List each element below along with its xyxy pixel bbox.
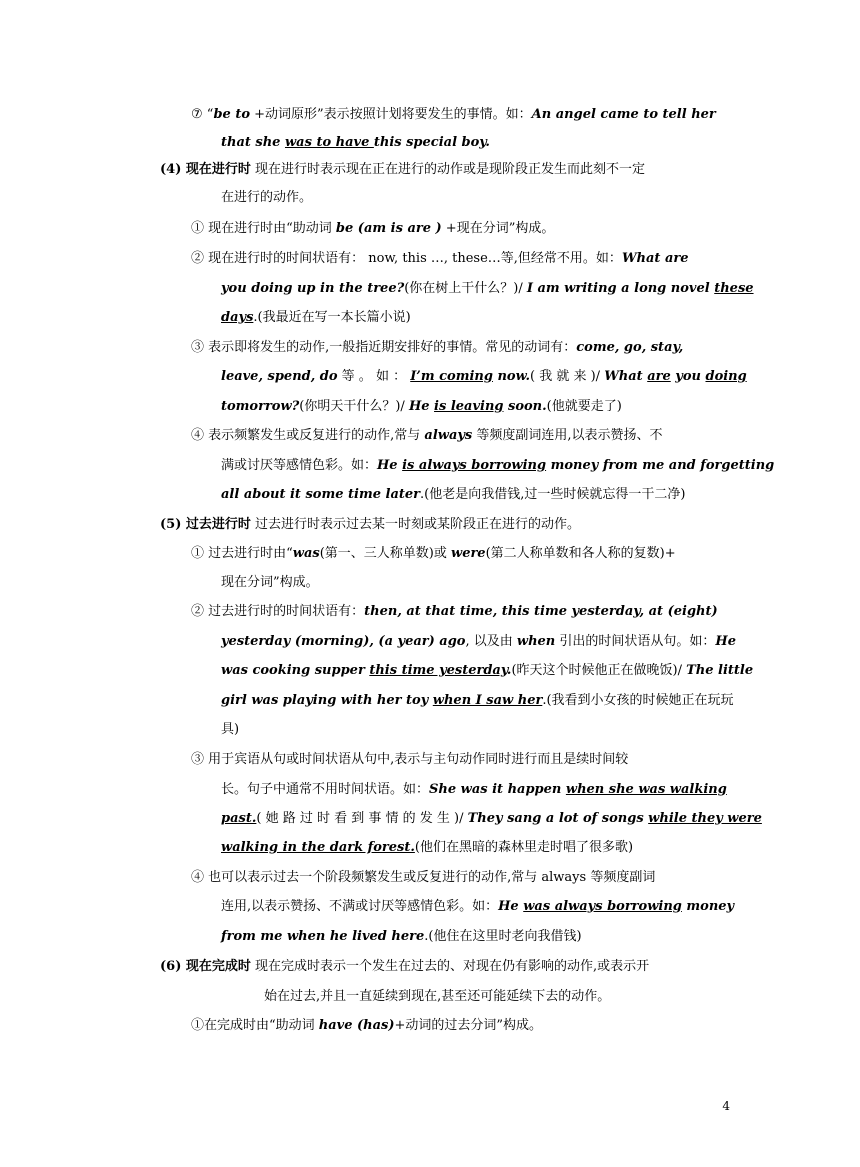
text-line <box>221 633 736 651</box>
text-run: .(他住在这里时老向我借钱) <box>424 929 582 944</box>
list-item <box>191 220 554 238</box>
text-run: ④ 也可以表示过去一个阶段频繁发生或反复进行的动作,常与 always 等频度副词 <box>191 870 656 885</box>
text-line <box>221 189 312 207</box>
text-run: is leaving <box>434 399 504 414</box>
text-line <box>221 457 774 475</box>
text-run: girl was playing with her toy <box>221 693 433 708</box>
text-run: , 以及由 <box>465 634 517 649</box>
text-run: this special boy. <box>373 135 490 150</box>
text-line <box>221 134 490 152</box>
text-line <box>264 988 610 1006</box>
text-run: past. <box>221 811 257 826</box>
text-run: (你在树上干什么？)/ <box>404 281 527 296</box>
text-run: (他就要走了) <box>546 399 622 414</box>
text-run: 具) <box>221 722 240 737</box>
section-heading-present-progressive <box>160 161 645 179</box>
text-line <box>221 574 319 592</box>
text-run: 过去进行时表示过去某一时刻或某阶段正在进行的动作。 <box>250 517 581 532</box>
section-heading-past-progressive <box>160 516 580 534</box>
text-run: you doing up in the tree? <box>221 281 405 296</box>
text-run: tomorrow? <box>221 399 300 414</box>
text-run: ② 现在进行时的时间状语有： now, this …, these…等,但经常不用。如： <box>191 251 622 266</box>
text-run: (他们在黑暗的森林里走时唱了很多歌) <box>414 840 634 855</box>
list-item <box>191 751 628 769</box>
text-run: walking in the dark forest. <box>221 840 415 855</box>
text-run: be (am is are ) <box>335 221 442 236</box>
text-run: 满或讨厌等感情色彩。如： <box>221 458 378 473</box>
text-run: was <box>292 546 320 561</box>
text-run: What <box>604 369 648 384</box>
text-line <box>221 486 685 504</box>
text-run: He <box>408 399 435 414</box>
list-item <box>191 1017 542 1035</box>
list-item <box>191 869 655 887</box>
text-run: (第二人称单数和各人称的复数)+ <box>485 546 676 561</box>
page-number: 4 <box>722 1099 730 1113</box>
text-run: ⑦ “ <box>191 107 214 122</box>
text-run: They sang a lot of songs <box>467 811 649 826</box>
text-run: .(我最近在写一本长篇小说) <box>253 310 411 325</box>
text-run: ③ 表示即将发生的动作,一般指近期安排好的事情。常见的动词有： <box>191 340 577 355</box>
text-line <box>221 398 622 416</box>
text-run: was always borrowing <box>523 899 682 914</box>
list-item <box>191 427 663 445</box>
text-run: He <box>498 899 524 914</box>
text-run: .(我看到小女孩的时候她正在玩玩 <box>542 693 734 708</box>
text-line <box>221 368 747 386</box>
text-run: was to have <box>284 135 374 150</box>
text-run: 引出的时间状语从句。如： <box>555 634 716 649</box>
text-run: money <box>681 899 735 914</box>
text-run: have (has) <box>318 1018 395 1033</box>
text-run: come, go, stay, <box>576 340 684 355</box>
text-run: ① 过去进行时由“ <box>191 546 293 561</box>
text-run: are <box>647 369 671 384</box>
text-run: ①在完成时由“助动词 <box>191 1018 319 1033</box>
text-run: I’m coming <box>410 369 493 384</box>
text-run: ③ 用于宾语从句或时间状语从句中,表示与主句动作同时进行而且是续时间较 <box>191 752 629 767</box>
text-run: +动词的过去分词”构成。 <box>394 1018 543 1033</box>
text-run: He <box>715 634 736 649</box>
list-item <box>191 545 676 563</box>
text-run: yesterday (morning), (a year) ago <box>221 634 466 649</box>
text-run: leave, spend, do <box>221 369 338 384</box>
text-run: (你明天干什么？)/ <box>299 399 409 414</box>
text-run: when <box>516 634 556 649</box>
text-run: then, at that time, this time yesterday, at (eight) <box>364 604 718 619</box>
text-line <box>221 928 582 946</box>
list-item <box>191 250 689 268</box>
text-run: is always borrowing <box>402 458 547 473</box>
text-run: this time yesterday <box>369 663 507 678</box>
text-run: .(他老是向我借钱,过一些时候就忘得一干二净) <box>420 487 686 502</box>
text-run: these <box>714 281 754 296</box>
text-run: He <box>377 458 403 473</box>
text-line <box>191 106 716 124</box>
text-run: (5) 过去进行时 <box>160 517 251 532</box>
text-run: I am writing a long novel <box>526 281 715 296</box>
text-run: when she was walking <box>565 782 727 797</box>
text-run: . <box>506 663 512 678</box>
text-line <box>221 662 753 680</box>
text-line <box>221 280 754 298</box>
text-run: 等频度副词连用,以表示赞扬、不 <box>472 428 663 443</box>
text-line <box>221 309 411 327</box>
text-run: all about it some time later <box>221 487 420 502</box>
text-run: ② 过去进行时的时间状语有： <box>191 604 365 619</box>
text-run: She was it happen <box>429 782 566 797</box>
text-line <box>221 839 633 857</box>
text-run: (昨天这个时候他正在做晚饭)/ <box>511 663 687 678</box>
text-run: ( 她 路 过 时 看 到 事 情 的 发 生 )/ <box>256 811 468 826</box>
text-run: An angel came to tell her <box>531 107 716 122</box>
text-run: always <box>424 428 473 443</box>
text-run: 连用,以表示赞扬、不满或讨厌等感情色彩。如： <box>221 899 499 914</box>
text-run: ④ 表示频繁发生或反复进行的动作,常与 <box>191 428 425 443</box>
text-run: What are <box>621 251 689 266</box>
text-line <box>221 721 239 739</box>
text-run: be to <box>213 107 250 122</box>
text-run: from me when he lived here <box>221 929 425 944</box>
text-run: that she <box>221 135 285 150</box>
text-run: while they were <box>648 811 762 826</box>
text-run: ① 现在进行时由“助动词 <box>191 221 336 236</box>
text-run: now. <box>492 369 530 384</box>
text-run: days <box>221 310 254 325</box>
text-line <box>221 898 734 916</box>
text-run: (第一、三人称单数)或 <box>319 546 451 561</box>
text-run: 始在过去,并且一直延续到现在,甚至还可能延续下去的动作。 <box>264 989 611 1004</box>
list-item <box>191 339 683 357</box>
text-run: The little <box>686 663 754 678</box>
text-run: soon. <box>503 399 547 414</box>
text-run: (6) 现在完成时 <box>160 959 251 974</box>
section-heading-present-perfect <box>160 958 649 976</box>
text-run: was cooking supper <box>221 663 370 678</box>
text-line <box>221 781 727 799</box>
text-run: money from me and forgetting <box>546 458 775 473</box>
text-line <box>221 810 762 828</box>
text-run: 在进行的动作。 <box>221 190 313 205</box>
list-item <box>191 603 718 621</box>
text-run: 现在进行时表示现在正在进行的动作或是现阶段正发生而此刻不一定 <box>250 162 646 177</box>
text-run: (4) 现在进行时 <box>160 162 251 177</box>
text-run: when I saw her <box>432 693 543 708</box>
text-run: 长。句子中通常不用时间状语。如： <box>221 782 430 797</box>
text-line <box>221 692 734 710</box>
text-run: 现在分词”构成。 <box>221 575 319 590</box>
text-run: 等 。 如 ： <box>337 369 411 384</box>
text-run: +现在分词”构成。 <box>441 221 555 236</box>
text-run: 现在完成时表示一个发生在过去的、对现在仍有影响的动作,或表示开 <box>250 959 650 974</box>
text-run: were <box>451 546 486 561</box>
text-run: doing <box>705 369 747 384</box>
text-run: +动词原形”表示按照计划将要发生的事情。如： <box>250 107 532 122</box>
text-run: ( 我 就 来 )/ <box>530 369 605 384</box>
text-run: you <box>670 369 706 384</box>
